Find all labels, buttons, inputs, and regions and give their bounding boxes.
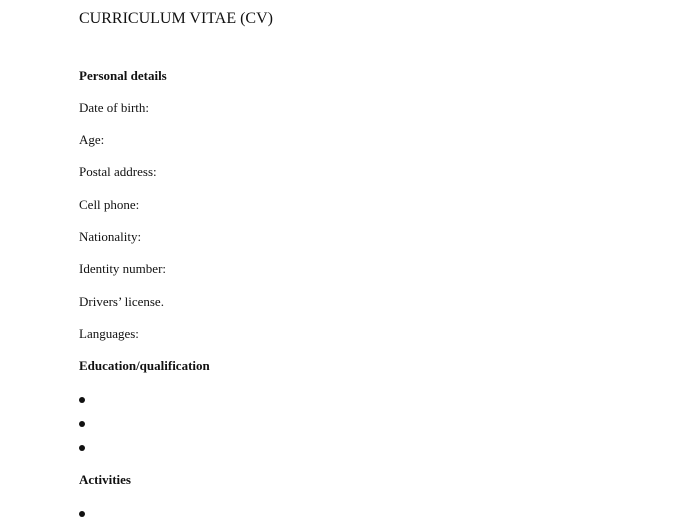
field-languages: Languages:	[79, 326, 139, 341]
education-bullet-2	[79, 421, 85, 427]
activities-bullet-1	[79, 511, 85, 517]
field-date-of-birth: Date of birth:	[79, 100, 150, 115]
field-identity-number: Identity number:	[79, 261, 167, 276]
field-age: Age:	[79, 132, 105, 147]
field-postal-address: Postal address:	[79, 164, 157, 179]
section-heading-education: Education/qualification	[79, 358, 210, 373]
document-page	[79, 0, 659, 530]
section-heading-personal-details: Personal details	[79, 68, 167, 83]
field-nationality: Nationality:	[79, 229, 142, 244]
section-heading-activities: Activities	[79, 472, 131, 487]
field-drivers-license: Drivers’ license.	[79, 294, 164, 309]
education-bullet-3	[79, 445, 85, 451]
education-bullet-1	[79, 397, 85, 403]
field-cell-phone: Cell phone:	[79, 197, 140, 212]
document-title: CURRICULUM VITAE (CV)	[79, 10, 273, 27]
